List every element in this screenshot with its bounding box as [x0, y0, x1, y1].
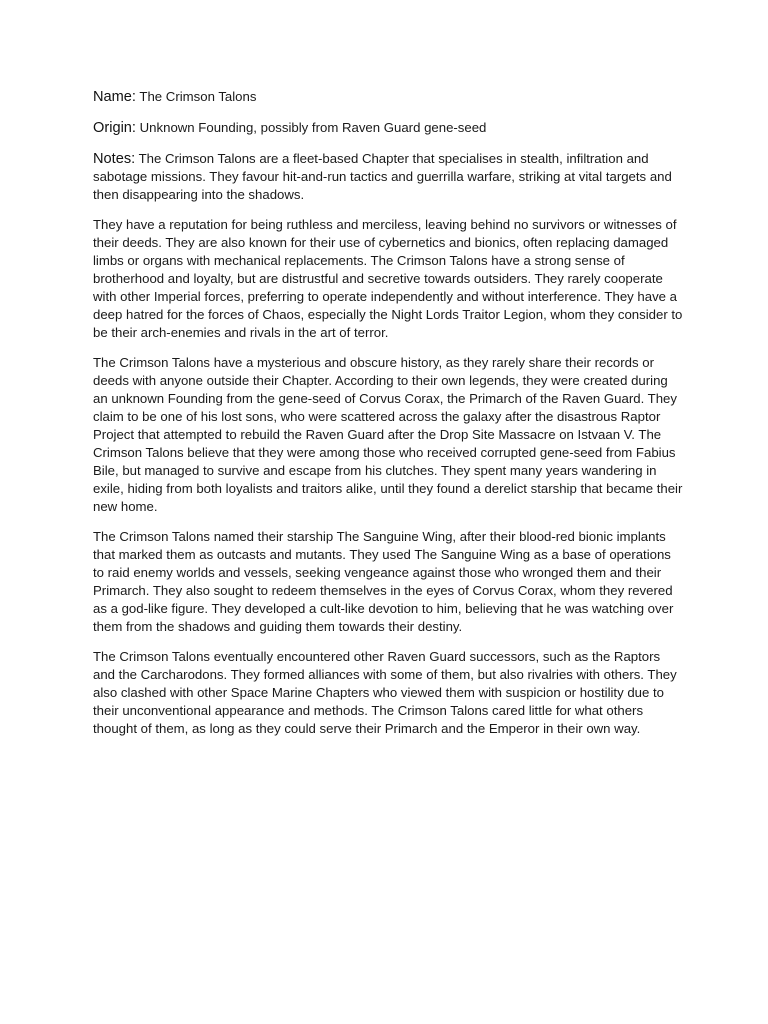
notes-value: The Crimson Talons are a fleet-based Chapter that specialises in stealth, infiltration and sabotage missions. They favour hit-and-run tactics and guerrilla warfare, striking at vital targets and then disappearing into the shadows.	[93, 151, 672, 202]
name-value: The Crimson Talons	[139, 89, 257, 104]
origin-label: Origin:	[93, 120, 136, 136]
document-page	[93, 88, 683, 750]
body-paragraph-1: They have a reputation for being ruthless and merciless, leaving behind no survivors or witnesses of their deeds. They are also known for their use of cybernetics and bionics, often replacing damaged limbs or organs with mechanical replacements. The Crimson Talons have a strong sense of brotherhood and loyalty, but are distrustful and secretive towards outsiders. They rarely cooperate with other Imperial forces, preferring to operate independently and without interference. They have a deep hatred for the forces of Chaos, especially the Night Lords Traitor Legion, whom they consider to be their arch-enemies and rivals in the art of terror.	[93, 217, 683, 340]
origin-field	[93, 119, 683, 137]
name-label: Name:	[93, 89, 136, 105]
body-paragraph-2: The Crimson Talons have a mysterious and obscure history, as they rarely share their records or deeds with anyone outside their Chapter. According to their own legends, they were created during an unknown Founding from the gene-seed of Corvus Corax, the Primarch of the Raven Guard. They claim to be one of his lost sons, who were scattered across the galaxy after the disastrous Raptor Project that attempted to rebuild the Raven Guard after the Drop Site Massacre on Istvaan V. The Crimson Talons believe that they were among those who received corrupted gene-seed from Fabius Bile, but managed to survive and escape from his clutches. They spent many years wandering in exile, hiding from both loyalists and traitors alike, until they found a derelict starship that became their new home.	[93, 355, 683, 514]
body-paragraph-3: The Crimson Talons named their starship The Sanguine Wing, after their blood-red bionic implants that marked them as outcasts and mutants. They used The Sanguine Wing as a base of operations to raid enemy worlds and vessels, seeking vengeance against those who wronged them and their Primarch. They also sought to redeem themselves in the eyes of Corvus Corax, whom they revered as a god-like figure. They developed a cult-like devotion to him, believing that he was watching over them from the shadows and guiding them towards their destiny.	[93, 529, 674, 634]
notes-field	[93, 150, 683, 204]
name-field	[93, 88, 683, 106]
body-paragraph-4: The Crimson Talons eventually encountered other Raven Guard successors, such as the Raptors and the Carcharodons. They formed alliances with some of them, but also rivalries with others. They also clashed with other Space Marine Chapters who viewed them with suspicion or hostility due to their unconventional appearance and methods. The Crimson Talons cared little for what others thought of them, as long as they could serve their Primarch and the Emperor in their own way.	[93, 649, 677, 736]
origin-value: Unknown Founding, possibly from Raven Guard gene-seed	[139, 120, 487, 135]
notes-label: Notes:	[93, 151, 136, 167]
